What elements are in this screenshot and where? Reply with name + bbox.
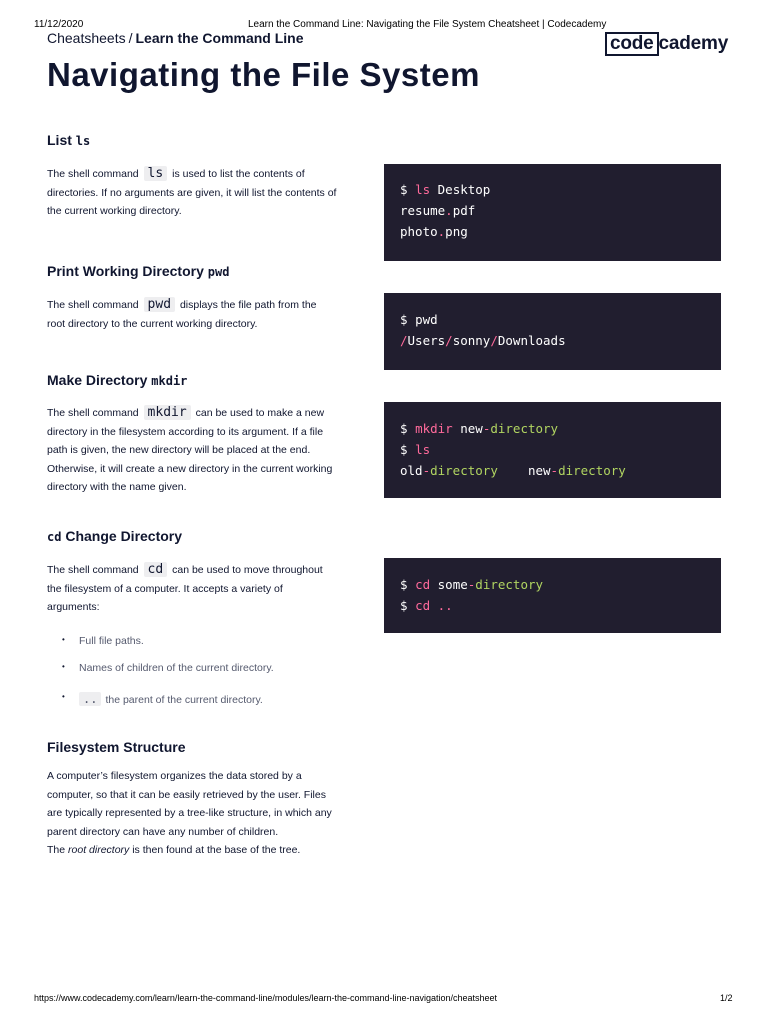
inline-code: mkdir [144, 405, 191, 420]
code-line [400, 179, 721, 200]
breadcrumb-separator: / [128, 30, 133, 46]
argument: new [460, 421, 483, 436]
prompt: $ [400, 598, 408, 613]
command: ls [415, 442, 431, 457]
ls-code-block [384, 164, 721, 261]
output-ext: png [445, 224, 468, 239]
inline-code: cd [144, 562, 168, 577]
heading-code: ls [75, 134, 91, 148]
argument: directory [475, 577, 544, 592]
list-item-text [79, 692, 263, 706]
section-heading-mkdir [47, 372, 187, 388]
text-fragment: can be used to make a new directory in the filesystem according to its argument. If a file path is given, the new directory will be placed at the end. Otherwise, it will create a new directory in the current working directory with the name given. [47, 407, 333, 493]
print-page-number: 1/2 [720, 993, 733, 1003]
pwd-code-block [384, 293, 721, 370]
code-line [400, 309, 721, 330]
output-dot: . [445, 203, 453, 218]
dash: - [467, 577, 476, 592]
filesystem-description [47, 767, 337, 860]
output: resume [400, 203, 446, 218]
section-heading-pwd [47, 263, 229, 279]
section-heading-ls [47, 132, 90, 148]
heading-text: Change Directory [65, 528, 183, 544]
path-separator: / [490, 333, 498, 348]
path-segment: sonny [452, 333, 491, 348]
code-line [400, 439, 721, 460]
heading-text: Make Directory [47, 372, 148, 388]
dash: - [550, 463, 559, 478]
heading-text: List [47, 132, 72, 148]
dash: - [482, 421, 491, 436]
bullet-glyph: • [62, 635, 65, 644]
prompt: $ [400, 442, 408, 457]
list-item-text: Names of children of the current directory. [79, 662, 274, 674]
inline-code: ls [144, 166, 168, 181]
breadcrumb-cheatsheets-link[interactable]: Cheatsheets [47, 30, 126, 46]
path-separator: / [445, 333, 453, 348]
code-line [400, 200, 721, 221]
paragraph: A computer’s filesystem organizes the data stored by a computer, so that it can be easily retrieved by the user. Files are typically represented by a tree-like structure, in which any parent directory can have any number of children. [47, 770, 332, 838]
code-line [400, 221, 721, 242]
pwd-description [47, 296, 337, 333]
path-segment: Downloads [497, 333, 566, 348]
codecademy-logo[interactable] [605, 32, 728, 56]
code-line [400, 330, 721, 351]
bullet-glyph: • [62, 692, 65, 701]
section-heading-filesystem: Filesystem Structure [47, 739, 186, 755]
prompt: $ [400, 182, 408, 197]
code-line [400, 460, 721, 481]
output: directory [430, 463, 498, 478]
text-fragment: The shell command [47, 407, 139, 419]
heading-code: cd [47, 530, 62, 544]
command: mkdir [415, 421, 453, 436]
breadcrumb [47, 30, 304, 46]
list-item-text: Full file paths. [79, 635, 144, 647]
argument: .. [437, 598, 453, 613]
inline-code: pwd [144, 297, 175, 312]
text-fragment: The shell command [47, 168, 139, 180]
print-url: https://www.codecademy.com/learn/learn-the-command-line/modules/learn-the-command-line-navigation/cheatsheet [34, 993, 498, 1003]
ls-description [47, 165, 337, 221]
command: pwd [415, 312, 438, 327]
page-title: Navigating the File System [47, 56, 480, 93]
path-separator: / [400, 333, 408, 348]
dash: - [422, 463, 431, 478]
code-line [400, 418, 721, 439]
text-fragment: displays the file path from the root directory to the current working directory. [47, 299, 317, 330]
logo-boxed-text: code [605, 32, 659, 56]
mkdir-description [47, 404, 337, 497]
spacer [498, 463, 528, 478]
path-segment: Users [407, 333, 446, 348]
heading-text: Print Working Directory [47, 263, 204, 279]
print-title: Learn the Command Line: Navigating the File System Cheatsheet | Codecademy [248, 19, 607, 30]
text-fragment: The shell command [47, 299, 139, 311]
argument: directory [490, 421, 559, 436]
output-ext: pdf [452, 203, 476, 218]
command: cd [415, 598, 431, 613]
command: ls [415, 182, 431, 197]
paragraph [47, 841, 337, 860]
cd-description [47, 561, 337, 617]
text-fragment: The shell command [47, 564, 139, 576]
section-heading-cd [47, 528, 182, 544]
breadcrumb-course-link[interactable]: Learn the Command Line [135, 30, 304, 46]
heading-code: mkdir [151, 374, 188, 388]
code-line [400, 574, 721, 595]
text-fragment: The [47, 844, 66, 856]
prompt: $ [400, 421, 408, 436]
cd-code-block [384, 558, 721, 633]
output: photo [400, 224, 438, 239]
code-line [400, 595, 721, 616]
logo-rest-text: cademy [658, 33, 729, 54]
output: old [400, 463, 423, 478]
bullet-glyph: • [62, 662, 65, 671]
argument: Desktop [437, 182, 491, 197]
argument: some [437, 577, 468, 592]
output-dot: . [437, 224, 446, 239]
mkdir-code-block [384, 402, 721, 498]
prompt: $ [400, 312, 408, 327]
output: directory [558, 463, 626, 478]
inline-code: .. [79, 692, 101, 706]
text-fragment: is used to list the contents of directories. If no arguments are given, it will list the contents of the current working directory. [47, 168, 337, 217]
text-fragment: can be used to move throughout the filesystem of a computer. It accepts a variety of arguments: [47, 564, 323, 613]
text-fragment: the parent of the current directory. [105, 694, 263, 706]
prompt: $ [400, 577, 408, 592]
emphasis: root directory [68, 844, 130, 856]
heading-code: pwd [207, 265, 230, 279]
text-fragment: is then found at the base of the tree. [132, 844, 301, 856]
command: cd [415, 577, 431, 592]
output: new [527, 463, 551, 478]
print-date: 11/12/2020 [34, 19, 84, 30]
